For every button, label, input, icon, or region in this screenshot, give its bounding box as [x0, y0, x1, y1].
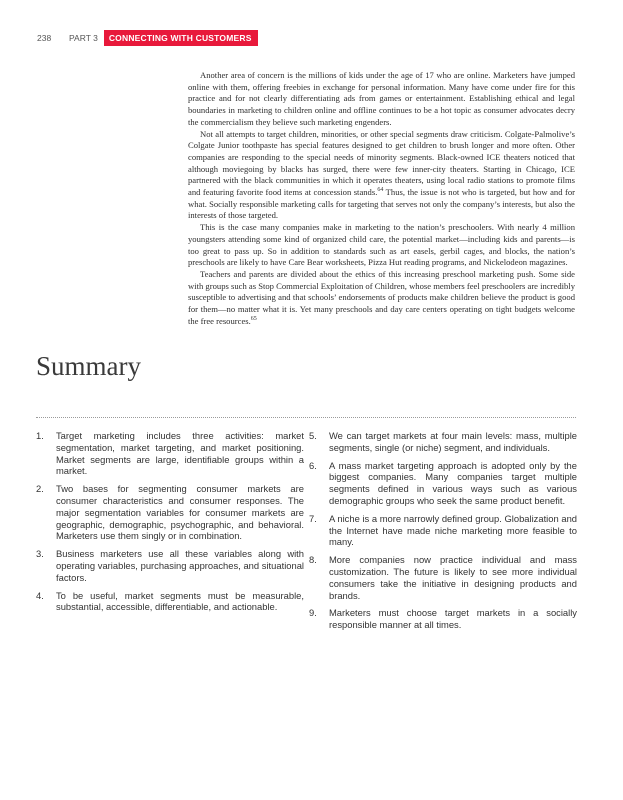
part-title-banner: CONNECTING WITH CUSTOMERS	[104, 30, 258, 46]
summary-item: 3. Business marketers use all these variables along with operating variables, purchasing approaches, and situational factors.	[36, 548, 304, 583]
summary-heading: Summary	[36, 351, 141, 381]
page-header	[37, 30, 258, 46]
page-number: 238	[37, 33, 52, 43]
summary-item: 8. More companies now practice individual and mass customization. The future is likely to see more individual consumers take the initiative in designing products and brands.	[309, 554, 577, 601]
summary-item: 2. Two bases for segmenting consumer markets are consumer characteristics and consumer responses. The major segmentation variables for consumer markets are geographic, demographic, psychographic, and behavioral. Marketers use them singly or in combination.	[36, 483, 304, 542]
summary-item: 5. We can target markets at four main levels: mass, multiple segments, single (or niche) segment, and individuals.	[309, 430, 577, 453]
footnote-ref-64: 64	[377, 187, 384, 194]
summary-item: 1. Target marketing includes three activities: market segmentation, market targeting, and market positioning. Market segments are large, identifiable groups within a market.	[36, 430, 304, 477]
body-paragraph: Teachers and parents are divided about the ethics of this increasing preschool marketing push. Some side with groups such as Stop Commercial Exploitation of Children, whose members feel preschoolers are incredibly susceptible to advertising and that schools’ endorsements of products make children believe the product is good for them—no matter what it is. Yet many preschools and day care centers operating on tight budgets welcome the free resources.$^{65}$	[188, 268, 575, 326]
body-paragraph: This is the case many companies make in marketing to the nation’s preschoolers. With nearly 4 million youngsters attending some kind of organized child care, the potential market—including kids and parents—is too great to pass up. So in addition to standards such as art easels, gerbil cages, and blocks, the nation’s preschools are likely to have Care Bear worksheets, Pizza Hut reading programs, and Nickelodeon magazines.	[188, 222, 575, 268]
footnote-ref-65: 65	[250, 315, 257, 322]
body-paragraph: Not all attempts to target children, minorities, or other special segments draw criticism. Colgate-Palmolive’s Colgate Junior toothpaste has special features designed to get children to brush longer and more often. Other companies are responding to the special needs of minority segments. Black-owned ICE theaters noticed that although moviegoing by blacks has surged, there were few inner-city theaters. Starting in Chicago, ICE partnered with the black communities in which it operates theaters, using local radio stations to promote films and featuring favorite food items at concession stands.$^{64}$ Thus, the issue is not who is targeted, but how and for what. Socially responsible marketing calls for targeting that serves not only the company’s interests, but also the interests of those targeted.	[188, 128, 575, 221]
part-label: PART 3	[69, 33, 98, 43]
body-paragraph: Another area of concern is the millions of kids under the age of 17 who are online. Marketers have jumped online with them, offering freebies in exchange for personal information. Many have come under fire for this practice and for not clearly differentiating ads from games or entertainment. Establishing ethical and legal boundaries in marketing to children online and offline continues to be a hot topic as consumer advocates decry the commercialism they believe such marketing engenders.	[188, 70, 575, 127]
summary-list-left	[36, 430, 304, 619]
summary-item: 4. To be useful, market segments must be measurable, substantial, accessible, differentiable, and actionable.	[36, 589, 304, 613]
summary-item: 7. A niche is a more narrowly defined group. Globalization and the Internet have made niche marketing more feasible to many.	[309, 512, 577, 548]
summary-item: 9. Marketers must choose target markets in a socially responsible manner at all times.	[309, 607, 577, 631]
summary-list-right	[309, 430, 577, 637]
summary-item: 6. A mass market targeting approach is adopted only by the biggest companies. Many companies target multiple segments defined in various ways such as various demographic groups who seek the same product benefit.	[309, 459, 577, 506]
summary-divider	[36, 417, 576, 418]
body-text	[188, 70, 575, 327]
